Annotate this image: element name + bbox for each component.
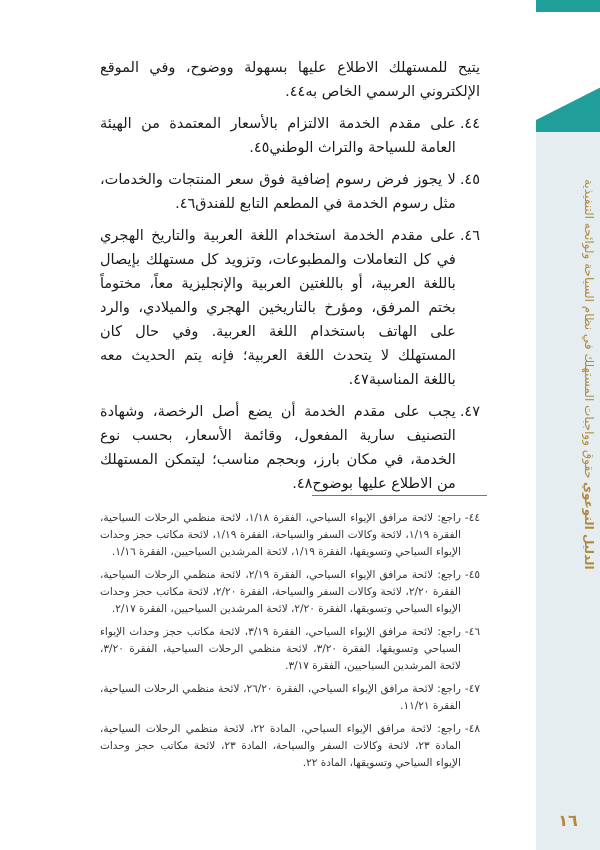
list-item [100, 168, 480, 216]
sidebar [536, 0, 600, 850]
item-text: يجب على مقدم الخدمة أن يضع أصل الرخصة، وشهادة التصنيف سارية المفعول، وقائمة الأسعار، بحسب نوع الخدمة، في مكان بارز، وبحجم مناسب؛ ليتمكن المستهلك من الاطلاع عليها بوضوح٤٨. [100, 404, 456, 492]
footnote-number: ٤٤- [464, 512, 480, 524]
item-text: لا يجوز فرض رسوم إضافية فوق سعر المنتجات والخدمات، مثل رسوم الخدمة في المطعم التابع للفندق٤٦. [100, 172, 456, 212]
footnote [100, 624, 480, 675]
footnote [100, 681, 480, 715]
item-number: ٤٥. [459, 172, 480, 188]
footnote-number: ٤٥- [464, 569, 480, 581]
footnote-text: راجع: لائحة مرافق الإيواء السياحي، المادة ٢٢، لائحة منظمي الرحلات السياحية، المادة ٢٣، لائحة وكالات السفر والسياحة، المادة ٢٣، لائحة مكاتب حجز وحدات الإيواء السياحي وتسويقها، المادة ٢٢. [100, 723, 461, 769]
item-number: ٤٧. [459, 404, 480, 420]
footnote-text: راجع: لائحة مرافق الإيواء السياحي، الفقرة ٣/١٩، لائحة مكاتب حجز وحدات الإيواء السياحي وتسويقها، الفقرة ٣/٢٠، لائحة منظمي الرحلات السياحية، الفقرة ٣/٢٠، لائحة المرشدين السياحيين، الفقرة ٣/١٧. [100, 626, 461, 672]
list-item [100, 112, 480, 160]
guide-title: الدليل التوعوي [582, 482, 596, 570]
item-number: ٤٤. [459, 116, 480, 132]
footnotes [100, 510, 480, 778]
item-number: ٤٦. [459, 228, 480, 244]
item-text: على مقدم الخدمة استخدام اللغة العربية والتاريخ الهجري في كل التعاملات والمطبوعات، وتزويد كل مستهلك بإيصال باللغة العربية، أو باللغتين العربية والإنجليزية معاً، مختوماً بختم المرفق، ومؤرخ بالتاريخين الهجري والميلادي، والرد على الهاتف باستخدام اللغة العربية. وفي حال كان المستهلك لا يتحدث اللغة العربية؛ فإنه يتم الحديث معه باللغة المناسبة٤٧. [100, 228, 456, 388]
footnote [100, 510, 480, 561]
item-text: على مقدم الخدمة الالتزام بالأسعار المعتمدة من الهيئة العامة للسياحة والتراث الوطني٤٥. [100, 116, 456, 156]
page-number: ١٦ [558, 811, 578, 830]
intro-paragraph: يتيح للمستهلك الاطلاع عليها بسهولة ووضوح، وفي الموقع الإلكتروني الرسمي الخاص به٤٤. [100, 60, 480, 100]
sidebar-title-block [538, 150, 598, 570]
list-item [100, 224, 480, 392]
main-content [100, 56, 480, 504]
footnote-text: راجع: لائحة مرافق الإيواء السياحي، الفقرة ٢/١٩، لائحة منظمي الرحلات السياحية، الفقرة ٢/٢٠، لائحة وكالات السفر والسياحة، الفقرة ٢/٢٠، لائحة مكاتب حجز وحدات الإيواء السياحي وتسويقها، الفقرة ٢/٢٠، لائحة المرشدين السياحيين، الفقرة ٢/١٧. [100, 569, 461, 615]
footnote-number: ٤٧- [464, 683, 480, 695]
footnote-number: ٤٦- [464, 626, 480, 638]
footnote-text: راجع: لائحة مرافق الإيواء السياحي، الفقرة ١/١٨، لائحة منظمي الرحلات السياحية، الفقرة ١/١٩، لائحة وكالات السفر والسياحة، الفقرة ١/١٩، لائحة مكاتب حجز وحدات الإيواء السياحي وتسويقها، الفقرة ١/١٩، لائحة المرشدين السياحيين، الفقرة ١/١٦. [100, 512, 461, 558]
footnote [100, 721, 480, 772]
footnote-divider [312, 495, 487, 496]
footnote-text: راجع: لائحة مرافق الإيواء السياحي، الفقرة ٢٦/٢٠، لائحة منظمي الرحلات السياحية، الفقرة ١١/٢١. [100, 683, 461, 712]
footnote-number: ٤٨- [464, 723, 480, 735]
footnote [100, 567, 480, 618]
list-item [100, 400, 480, 496]
guide-subtitle: حقوق وواجبات المستهلك في نظام السياحة ولوائحه التنفيذية [582, 178, 596, 479]
